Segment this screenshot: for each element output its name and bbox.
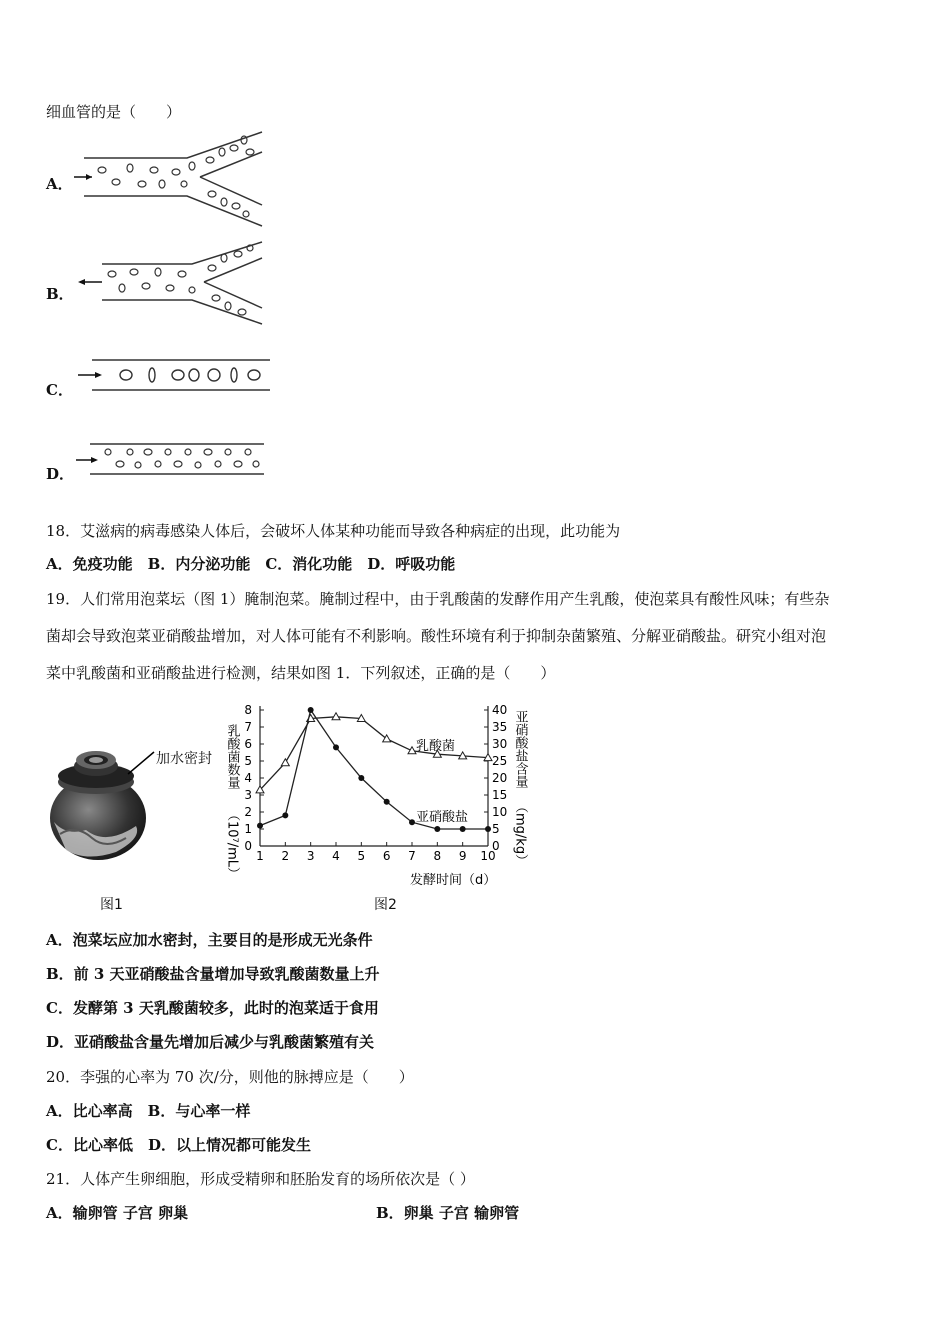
x-tick-label: 5 (357, 849, 366, 863)
y-right-tick-label: 10 (492, 805, 508, 819)
y-left-tick-label: 5 (244, 754, 252, 768)
y-left-tick-label: 0 (244, 839, 252, 853)
vessel-diagram-b (72, 240, 272, 330)
q19-option-d: D．亚硝酸盐含量先增加后减少与乳酸菌繁殖有关 (46, 1033, 375, 1051)
x-tick-label: 9 (458, 849, 467, 863)
x-tick-label: 7 (408, 849, 416, 863)
y-left-tick-label: 2 (244, 805, 252, 819)
vessel-diagram-c (72, 356, 272, 396)
y-right-tick-label: 15 (492, 788, 508, 802)
series-label-lactobacillus: 乳酸菌 (416, 739, 456, 754)
y-right-tick-label: 5 (492, 822, 500, 836)
y-left-tick-label: 4 (244, 771, 252, 785)
y-left-tick-label: 1 (244, 822, 252, 836)
y-right-label: 亚硝酸盐含量 (512, 710, 528, 788)
x-tick-label: 1 (256, 849, 264, 863)
y-left-unit: （10⁷/mL） (224, 808, 240, 881)
nitrite-point (434, 826, 440, 832)
jar-label: 加水密封 (156, 751, 212, 767)
nitrite-point (257, 823, 263, 829)
lactobacillus-point (332, 713, 340, 720)
x-tick-label: 4 (332, 849, 340, 863)
y-left-tick-label: 6 (244, 737, 252, 751)
nitrite-point (409, 819, 415, 825)
q21-option-b: B．卵巢 子宫 输卵管 (376, 1204, 520, 1222)
nitrite-point (460, 826, 466, 832)
q21-stem: 21．人体产生卵细胞，形成受精卵和胚胎发育的场所依次是（ ） (46, 1170, 475, 1188)
lactobacillus-point (408, 747, 416, 754)
q17-stem-tail: 细血管的是（ ） (46, 103, 182, 121)
y-left-tick-label: 8 (244, 703, 252, 717)
q20-options-line2: C．比心率低 D．以上情况都可能发生 (46, 1136, 311, 1154)
x-tick-label: 10 (480, 849, 496, 863)
q17-option-d-label: D． (46, 465, 75, 483)
x-axis-label: 发酵时间（d） (410, 873, 497, 888)
y-left-tick-label: 7 (244, 720, 252, 734)
q19-option-c: C．发酵第 3 天乳酸菌较多，此时的泡菜适于食用 (46, 999, 379, 1017)
y-left-tick-label: 3 (244, 788, 252, 802)
q17-option-b-label: B． (46, 285, 74, 303)
series-label-nitrite: 亚硝酸盐 (416, 810, 469, 825)
y-left-label: 乳酸菌数量 (224, 724, 240, 789)
y-right-tick-label: 35 (492, 720, 508, 734)
fig2-caption: 图2 (374, 897, 397, 913)
y-right-unit: （mg/kg） (512, 800, 528, 868)
y-right-tick-label: 30 (492, 737, 508, 751)
q20-stem: 20．李强的心率为 70 次/分，则他的脉搏应是（ ） (46, 1068, 414, 1086)
nitrite-point (384, 799, 390, 805)
x-tick-label: 2 (281, 849, 290, 863)
y-right-tick-label: 20 (492, 771, 508, 785)
q18-options: A．免疫功能 B．内分泌功能 C．消化功能 D．呼吸功能 (46, 555, 456, 573)
y-right-tick-label: 40 (492, 703, 508, 717)
nitrite-point (358, 775, 364, 781)
y-right-tick-label: 0 (492, 839, 500, 853)
q19-stem-line2: 菌却会导致泡菜亚硝酸盐增加，对人体可能有不利影响。酸性环境有利于抑制杂菌繁殖、分解亚硝酸盐。研究小组对泡 (46, 627, 827, 645)
q18-stem: 18．艾滋病的病毒感染人体后，会破坏人体某种功能而导致各种病症的出现，此功能为 (46, 522, 621, 540)
vessel-diagram-a (72, 130, 272, 230)
nitrite-point (282, 812, 288, 818)
x-tick-label: 6 (382, 849, 391, 863)
x-tick-label: 3 (306, 849, 315, 863)
q19-option-a: A．泡菜坛应加水密封，主要目的是形成无光条件 (46, 931, 373, 949)
fig1-caption: 图1 (100, 897, 123, 913)
x-tick-label: 8 (433, 849, 442, 863)
q19-stem-line3: 菜中乳酸菌和亚硝酸盐进行检测，结果如图 1．下列叙述，正确的是（ ） (46, 664, 556, 682)
fermentation-chart (220, 700, 540, 896)
q19-stem-line1: 19．人们常用泡菜坛（图 1）腌制泡菜。腌制过程中，由于乳酸菌的发酵作用产生乳酸，使泡菜具有酸性风味；有些杂 (46, 590, 830, 608)
vessel-diagram-d (72, 440, 272, 480)
lactobacillus-point (281, 759, 289, 766)
q17-option-c-label: C． (46, 381, 73, 399)
y-right-tick-label: 25 (492, 754, 508, 768)
nitrite-point (333, 744, 339, 750)
q19-option-b: B．前 3 天亚硝酸盐含量增加导致乳酸菌数量上升 (46, 965, 380, 983)
q17-option-a-label: A． (46, 175, 73, 193)
q21-option-a: A．输卵管 子宫 卵巢 (46, 1204, 189, 1222)
nitrite-point (308, 707, 314, 713)
q20-options-line1: A．比心率高 B．与心率一样 (46, 1102, 251, 1120)
pickle-jar-figure (46, 726, 226, 866)
nitrite-point (485, 826, 491, 832)
